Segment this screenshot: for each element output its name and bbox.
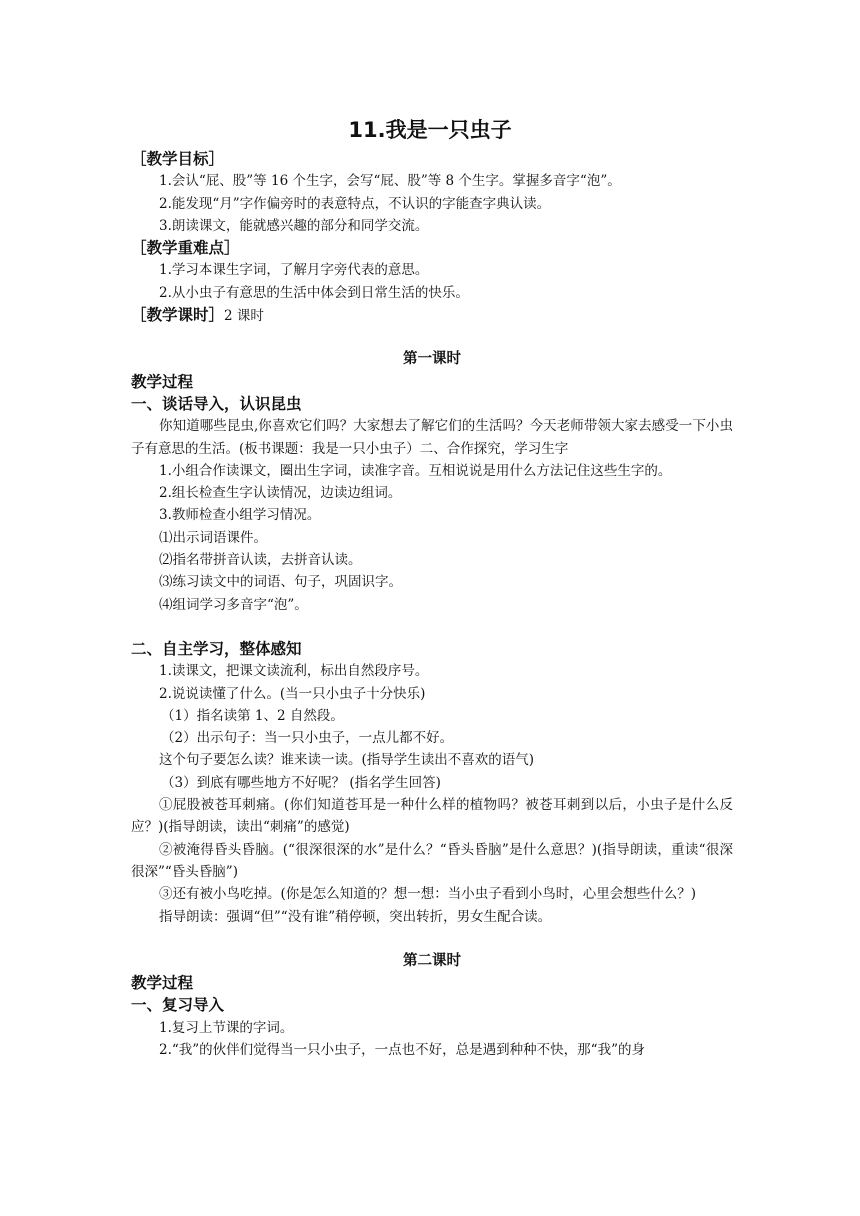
key-point-item: 2.从小虫子有意思的生活中体会到日常生活的快乐。 — [159, 284, 469, 301]
lesson2-section1-heading: 一、复习导入 — [131, 996, 225, 1015]
lesson1-step: 2.组长检查生字认读情况，边读边组词。 — [159, 485, 402, 502]
lesson1-section2-heading: 二、自主学习，整体感知 — [131, 639, 302, 658]
periods-value: 2 课时 — [224, 308, 264, 325]
lesson1-substep: （3）到底有哪些地方不好呢？ (指名学生回答) — [161, 774, 441, 791]
objective-item: 2.能发现“月”字作偏旁时的表意特点，不认识的字能查字典认读。 — [159, 195, 551, 212]
objective-item: 3.朗读课文，能就感兴趣的部分和同学交流。 — [159, 217, 429, 234]
lesson1-step: ⑴出示词语课件。 — [159, 529, 267, 546]
lesson1-step: ⑷组词学习多音字“泡”。 — [159, 596, 308, 613]
document-title: 11.我是一只虫子 — [348, 118, 512, 142]
lesson2-step: 2.“我”的伙伴们觉得当一只小虫子，一点也不好，总是遇到种种不快，那“我”的身 — [159, 1041, 645, 1058]
spacer — [131, 326, 733, 348]
lesson1-step: ⑶练习读文中的词语、句子，巩固识字。 — [159, 574, 402, 591]
spacer — [131, 928, 733, 950]
lesson1-process-heading: 教学过程 — [131, 372, 194, 391]
lesson1-title: 第一课时 — [403, 351, 461, 368]
periods-line — [131, 304, 733, 326]
section-heading-periods: ［教学课时］ — [131, 306, 225, 325]
lesson1-intro-paragraph: 你知道哪些昆虫,你喜欢它们吗？大家想去了解它们的生活吗？今天老师带领大家去感受一下小虫子有意思的生活。(板书课题：我是一只小虫子）二、合作探究，学习生字 — [131, 418, 733, 457]
lesson1-section1-heading: 一、谈话导入，认识昆虫 — [131, 394, 302, 413]
lesson2-step: 1.复习上节课的字词。 — [159, 1019, 294, 1036]
document-body — [131, 148, 733, 1061]
key-point-item: 1.学习本课生字词，了解月字旁代表的意思。 — [159, 262, 429, 279]
lesson1-step: 指导朗读：强调“但”“没有谁”稍停顿，突出转折，男女生配合读。 — [159, 908, 552, 925]
lesson1-step: 这个句子要怎么读？谁来读一读。(指导学生读出不喜欢的语气) — [159, 752, 535, 769]
spacer — [131, 616, 733, 638]
lesson2-title: 第二课时 — [403, 952, 461, 969]
lesson1-step: 1.小组合作读课文，圈出生字词，读准字音。互相说说是用什么方法记住这些生字的。 — [159, 462, 672, 479]
lesson1-paragraph: ①屁股被苍耳刺痛。(你们知道苍耳是一种什么样的植物吗？被苍耳刺到以后，小虫子是什么反应？)(指导朗读，读出“刺痛”的感觉) — [131, 797, 733, 836]
section-heading-key-points: ［教学重难点］ — [131, 239, 240, 258]
section-heading-objectives: ［教学目标］ — [131, 150, 225, 168]
lesson1-step: 2.说说读懂了什么。(当一只小虫子十分快乐) — [159, 685, 426, 702]
lesson2-process-heading: 教学过程 — [131, 974, 194, 993]
lesson1-step: 1.读课文，把课文读流利，标出自然段序号。 — [159, 663, 429, 680]
lesson1-paragraph: ②被淹得昏头昏脑。(“很深很深的水”是什么？“昏头昏脑”是什么意思？)(指导朗读，重读“很深很深”“昏头昏脑”) — [131, 841, 733, 880]
objective-item: 1.会认“屁、股”等 16 个生字，会写“屁、股”等 8 个生字。掌握多音字“泡”。 — [159, 173, 621, 190]
lesson1-substep: （2）出示句子：当一只小虫子，一点儿都不好。 — [161, 730, 454, 747]
lesson1-paragraph: ③还有被小鸟吃掉。(你是怎么知道的？想一想：当小虫子看到小鸟时，心里会想些什么？) — [159, 886, 697, 903]
lesson1-step: ⑵指名带拼音认读，去拼音认读。 — [159, 552, 362, 569]
lesson1-substep: （1）指名读第 1、2 自然段。 — [161, 707, 344, 724]
lesson1-step: 3.教师检查小组学习情况。 — [159, 507, 321, 524]
